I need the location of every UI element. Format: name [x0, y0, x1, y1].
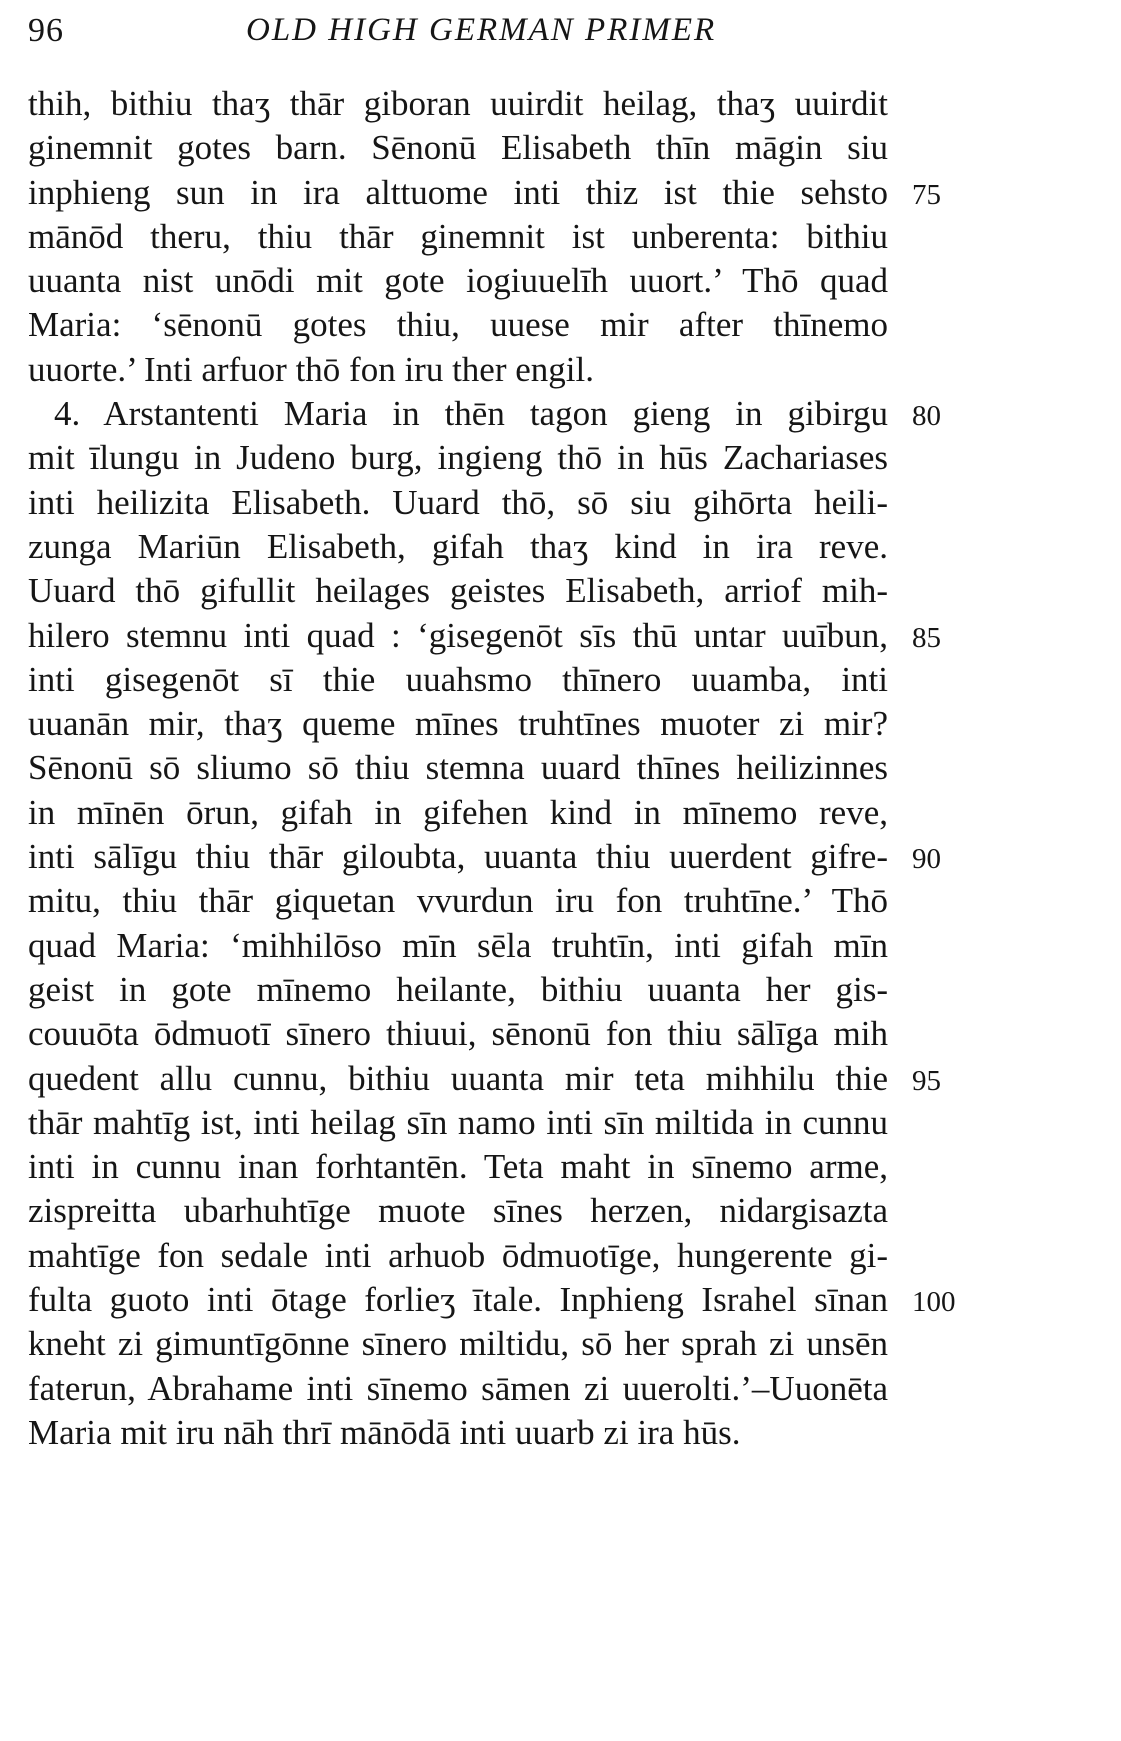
line-text: inti heilizita Elisabeth. Uuard thō, sō siu gihōrta heili-: [28, 482, 888, 522]
text-line: [28, 303, 888, 347]
line-text: mānōd theru, thiu thār ginemnit ist unberenta: bithiu: [28, 216, 888, 256]
text-line: [28, 82, 888, 126]
line-text: in mīnēn ōrun, gifah in gifehen kind in mīnemo reve,: [28, 792, 888, 832]
text-line: [28, 348, 888, 392]
line-number: 80: [912, 400, 941, 433]
text-line: [28, 126, 888, 170]
running-head: [28, 12, 928, 62]
line-text: inti sālīgu thiu thār giloubta, uuanta thiu uuerdent gifre-: [28, 837, 888, 877]
text-line: [28, 614, 941, 658]
line-text: couuōta ōdmuotī sīnero thiuui, sēnonū fon thiu sālīga mih: [28, 1014, 888, 1054]
line-text: zispreitta ubarhuhtīge muote sīnes herzen, nidargisazta: [28, 1191, 888, 1231]
text-line: [28, 791, 888, 835]
text-line: [28, 924, 888, 968]
text-line: [28, 1189, 888, 1233]
text-line: [28, 215, 888, 259]
line-text: geist in gote mīnemo heilante, bithiu uuanta her gis-: [28, 969, 888, 1009]
line-text: faterun, Abrahame inti sīnemo sāmen zi uuerolti.’–Uuonēta: [28, 1368, 888, 1408]
line-text: fulta guoto inti ōtage forlieʒ ītale. Inphieng Israhel sīnan: [28, 1280, 888, 1320]
line-number: 85: [912, 621, 941, 654]
line-text: mit īlungu in Judeno burg, ingieng thō in hūs Zachariases: [28, 438, 888, 478]
line-text: thih, bithiu thaʒ thār giboran uuirdit heilag, thaʒ uuirdit: [28, 84, 888, 123]
text-line: [28, 1101, 888, 1145]
line-number: 95: [912, 1064, 941, 1097]
line-text: Sēnonū sō sliumo sō thiu stemna uuard thīnes heilizinnes: [28, 748, 888, 788]
line-text: ginemnit gotes barn. Sēnonū Elisabeth thīn māgin siu: [28, 128, 888, 168]
text-line: [28, 1234, 888, 1278]
line-text: hilero stemnu inti quad : ‘gisegenōt sīs thū untar uuībun,: [28, 615, 888, 655]
text-line: [28, 1367, 888, 1411]
text-body: [28, 82, 956, 1455]
line-text: uuorte.’ Inti arfuor thō fon iru ther engil.: [28, 349, 594, 389]
text-line: [28, 1057, 941, 1101]
text-line: [28, 968, 888, 1012]
text-line: [28, 569, 888, 613]
line-text: inti gisegenōt sī thie uuahsmo thīnero uuamba, inti: [28, 659, 888, 699]
line-text: quad Maria: ‘mihhilōso mīn sēla truhtīn, inti gifah mīn: [28, 925, 888, 965]
text-line: [28, 879, 888, 923]
line-text: kneht zi gimuntīgōnne sīnero miltidu, sō her sprah zi unsēn: [28, 1324, 888, 1364]
line-number: 100: [912, 1286, 956, 1319]
line-text: uuanta nist unōdi mit gote iogiuuelīh uuort.’ Thō quad: [28, 261, 888, 301]
text-line: [28, 392, 941, 436]
text-line: [28, 481, 888, 525]
text-line: [28, 1322, 888, 1366]
text-line: [28, 1012, 888, 1056]
line-text: zunga Mariūn Elisabeth, gifah thaʒ kind in ira reve.: [28, 526, 888, 566]
line-text: thār mahtīg ist, inti heilag sīn namo inti sīn miltida in cunnu: [28, 1102, 888, 1142]
text-line: [28, 702, 888, 746]
page-number: 96: [28, 12, 64, 49]
text-line: [28, 1145, 888, 1189]
line-number: 90: [912, 843, 941, 876]
text-line: [28, 1411, 888, 1455]
line-text: inphieng sun in ira alttuome inti thiz ist thie sehsto: [28, 172, 888, 212]
text-line: [28, 436, 888, 480]
text-line: [28, 835, 941, 879]
line-text: mahtīge fon sedale inti arhuob ōdmuotīge, hungerente gi-: [28, 1235, 888, 1275]
line-text: Uuard thō gifullit heilages geistes Elisabeth, arriof mih-: [28, 571, 888, 611]
line-text: 4. Arstantenti Maria in thēn tagon gieng in gibirgu: [54, 394, 888, 434]
line-number: 75: [912, 178, 941, 211]
line-text: quedent allu cunnu, bithiu uuanta mir teta mihhilu thie: [28, 1058, 888, 1098]
line-text: Maria mit iru nāh thrī mānōdā inti uuarb zi ira hūs.: [28, 1412, 741, 1452]
line-text: Maria: ‘sēnonū gotes thiu, uuese mir after thīnemo: [28, 305, 888, 345]
line-text: mitu, thiu thār giquetan vvurdun iru fon truhtīne.’ Thō: [28, 881, 888, 921]
text-line: [28, 259, 888, 303]
line-text: uuanān mir, thaʒ queme mīnes truhtīnes muoter zi mir?: [28, 704, 888, 744]
book-title: OLD HIGH GERMAN PRIMER: [246, 12, 717, 48]
text-line: [28, 658, 888, 702]
text-line: [28, 525, 888, 569]
text-line: [28, 1278, 956, 1322]
line-text: inti in cunnu inan forhtantēn. Teta maht in sīnemo arme,: [28, 1147, 888, 1187]
text-line: [28, 171, 941, 215]
text-line: [28, 746, 888, 790]
